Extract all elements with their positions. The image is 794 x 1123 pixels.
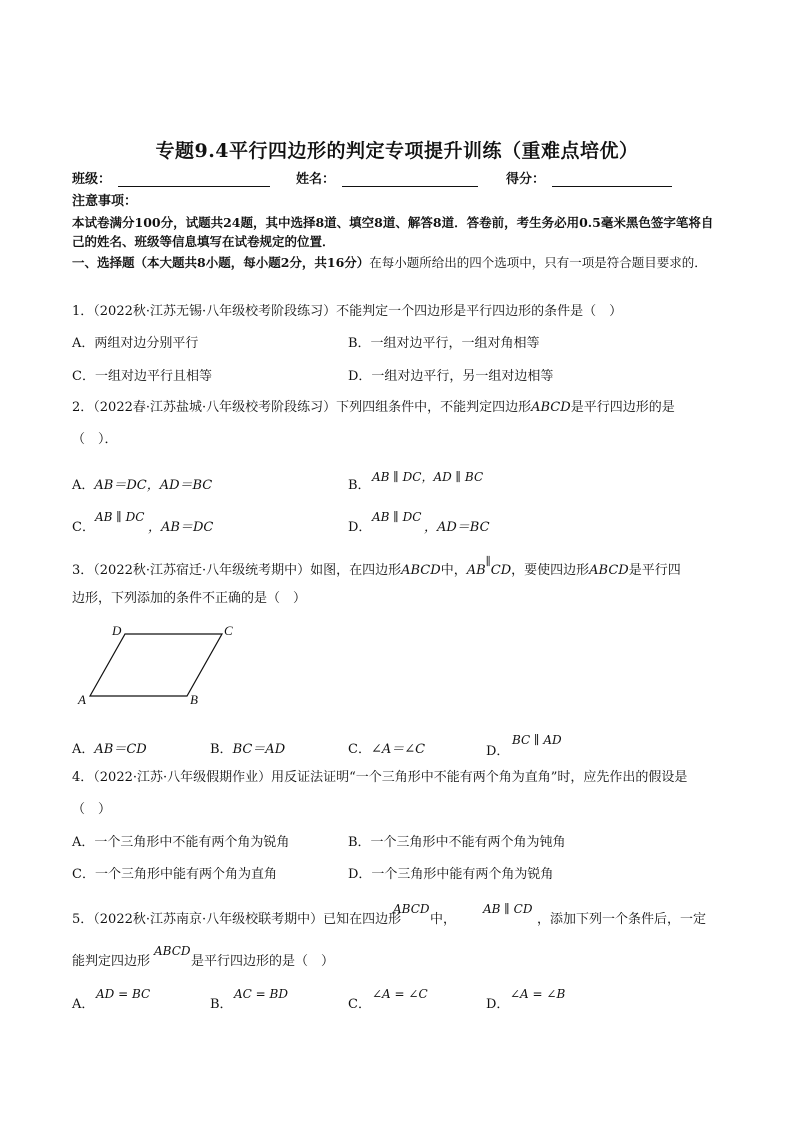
q4-option-a[interactable]: A．一个三角形中不能有两个角为锐角 bbox=[72, 835, 290, 850]
q3-option-d-label[interactable]: D． bbox=[486, 744, 510, 759]
q4-option-c[interactable]: C．一个三角形中能有两个角为直角 bbox=[72, 867, 277, 882]
q1-option-c[interactable]: C．一组对边平行且相等 bbox=[72, 369, 212, 384]
q5-a-math: AD = BC bbox=[96, 987, 151, 1001]
q3-stem-line2: 边形，下列添加的条件不正确的是（ ） bbox=[72, 591, 307, 606]
vertex-d-label: D bbox=[112, 623, 122, 638]
q3-stem-m2: AB bbox=[466, 563, 486, 578]
q1-option-b[interactable]: B．一组对边平行，一组对角相等 bbox=[348, 336, 540, 351]
parallelogram-shape bbox=[90, 634, 222, 696]
q3-parallelogram-figure bbox=[72, 618, 252, 714]
q5-stem-m1: ABCD bbox=[393, 902, 430, 916]
q3-option-b[interactable] bbox=[210, 742, 285, 758]
q3-b-label: B． bbox=[210, 742, 233, 757]
q3-c-label: C． bbox=[348, 742, 371, 757]
q5-option-a-label[interactable]: A． bbox=[72, 997, 95, 1012]
q4-stem-line2: （ ） bbox=[72, 802, 112, 817]
q2-stem bbox=[72, 400, 675, 416]
q2-d-math2: ，AD＝BC bbox=[424, 520, 490, 535]
q3-stem-m4: ABCD bbox=[589, 563, 629, 578]
section1-heading bbox=[72, 253, 724, 273]
q3-stem bbox=[72, 555, 681, 579]
q2-option-a[interactable] bbox=[72, 478, 212, 494]
q5-stem-line2-m: ABCD bbox=[154, 944, 191, 958]
q5-c-math: ∠A = ∠C bbox=[372, 987, 428, 1001]
name-label: 姓名： bbox=[296, 172, 336, 187]
class-label: 班级： bbox=[72, 172, 112, 187]
q4-stem: 4．（2022·江苏·八年级假期作业）用反证法证明“一个三角形中不能有两个角为直角”时，应先作出的假设是 bbox=[72, 770, 688, 785]
q4-option-b[interactable]: B．一个三角形中不能有两个角为钝角 bbox=[348, 835, 566, 850]
q3-stem-d: 是平行四 bbox=[628, 563, 681, 578]
q3-option-a[interactable] bbox=[72, 742, 147, 758]
q2-a-label: A． bbox=[72, 478, 95, 493]
vertex-a-label: A bbox=[78, 692, 86, 707]
q5-stem-line2-b: 是平行四边形的是（ ） bbox=[191, 954, 335, 969]
q3-stem-m1: ABCD bbox=[401, 563, 441, 578]
q3-stem-m3: CD bbox=[490, 563, 512, 578]
q2-b-math: AB ∥ DC，AD ∥ BC bbox=[372, 470, 484, 484]
q2-option-b-label[interactable]: B． bbox=[348, 478, 371, 493]
q5-option-d-label[interactable]: D． bbox=[486, 997, 510, 1012]
q5-d-math: ∠A = ∠B bbox=[510, 987, 566, 1001]
score-blank[interactable] bbox=[552, 186, 672, 187]
q3-c-math: ∠A＝∠C bbox=[370, 742, 426, 757]
section1-instruction: 在每小题所给出的四个选项中，只有一项是符合题目要求的． bbox=[369, 255, 707, 270]
q5-b-math: AC = BD bbox=[234, 987, 288, 1001]
q2-d-math1: AB ∥ DC bbox=[372, 510, 422, 524]
q2-option-c-label[interactable]: C． bbox=[72, 520, 95, 535]
q2-stem-math: ABCD bbox=[531, 400, 571, 415]
q2-c-math2: ，AB＝DC bbox=[148, 520, 214, 535]
notes-heading: 注意事项： bbox=[72, 194, 138, 209]
q2-c-math1: AB ∥ DC bbox=[95, 510, 145, 524]
name-blank[interactable] bbox=[342, 186, 478, 187]
q2-stem-a: 2．（2022春·江苏盐城·八年级校考阶段练习）下列四组条件中，不能判定四边形 bbox=[72, 400, 532, 415]
vertex-c-label: C bbox=[224, 623, 233, 638]
q3-stem-b: 中， bbox=[440, 563, 467, 578]
q2-option-d-label[interactable]: D． bbox=[348, 520, 372, 535]
q2-a-math: AB＝DC，AD＝BC bbox=[94, 478, 213, 493]
q5-option-c-label[interactable]: C． bbox=[348, 997, 371, 1012]
q5-stem-c: ，添加下列一个条件后，一定 bbox=[537, 912, 707, 927]
q5-stem-b: 中， bbox=[430, 912, 457, 927]
q5-stem-a: 5．（2022秋·江苏南京·八年级校联考期中）已知在四边形 bbox=[72, 912, 402, 927]
q5-stem-m2: AB ∥ CD bbox=[483, 902, 533, 916]
q3-stem-c: ，要使四边形 bbox=[511, 563, 590, 578]
q3-parallel-sign: ∥ bbox=[485, 555, 491, 568]
q1-option-d[interactable]: D．一组对边平行，另一组对边相等 bbox=[348, 369, 554, 384]
q4-option-d[interactable]: D．一个三角形中能有两个角为锐角 bbox=[348, 867, 554, 882]
q1-stem: 1．（2022秋·江苏无锡·八年级校考阶段练习）不能判定一个四边形是平行四边形的条件是（ ） bbox=[72, 304, 623, 319]
q3-option-c[interactable] bbox=[348, 742, 425, 758]
q3-stem-a: 3．（2022秋·江苏宿迁·八年级统考期中）如图，在四边形 bbox=[72, 563, 402, 578]
q3-b-math: BC＝AD bbox=[232, 742, 286, 757]
q5-stem-line2-a: 能判定四边形 bbox=[72, 954, 151, 969]
q3-a-label: A． bbox=[72, 742, 95, 757]
score-label: 得分： bbox=[506, 172, 546, 187]
vertex-b-label: B bbox=[190, 692, 198, 707]
q1-option-a[interactable]: A．两组对边分别平行 bbox=[72, 336, 199, 351]
q5-option-b-label[interactable]: B． bbox=[210, 997, 233, 1012]
q2-stem-line2: （ ）． bbox=[72, 432, 118, 447]
q3-d-math: BC ∥ AD bbox=[512, 733, 562, 747]
page-title: 专题9.4平行四边形的判定专项提升训练（重难点培优） bbox=[155, 140, 639, 162]
notes-body: 本试卷满分100分，试题共24题，其中选择8道、填空8道、解答8道．答卷前，考生务必用0.5毫米黑色签字笔将自己的姓名、班级等信息填写在试卷规定的位置． bbox=[72, 215, 714, 249]
q3-a-math: AB＝CD bbox=[94, 742, 147, 757]
class-blank[interactable] bbox=[118, 186, 270, 187]
section1-title: 一、选择题（本大题共8小题，每小题2分，共16分） bbox=[72, 255, 370, 270]
q2-stem-b: 是平行四边形的是 bbox=[570, 400, 675, 415]
